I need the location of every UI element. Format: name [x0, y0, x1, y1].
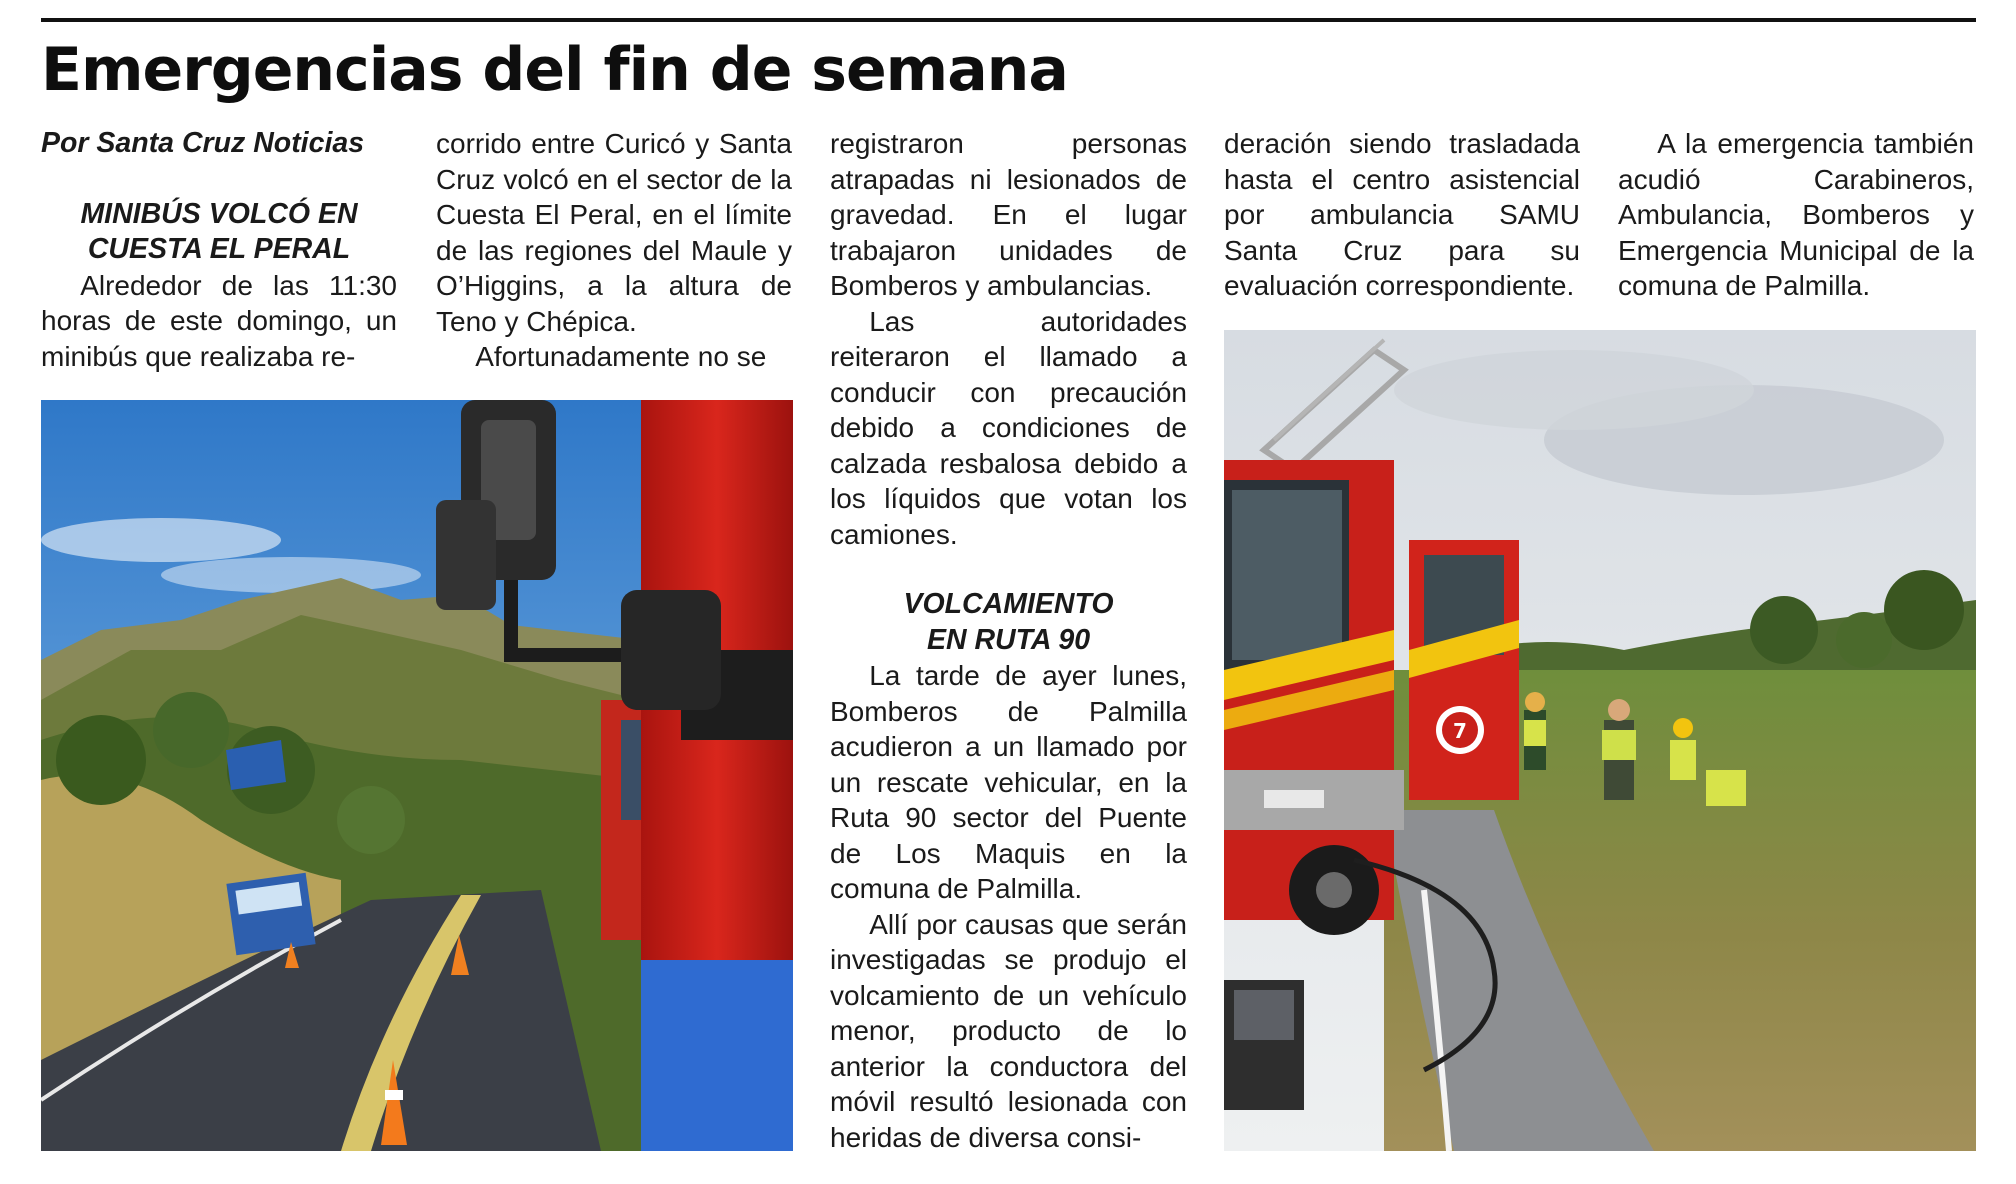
photo-overturned-minibus-icon [41, 400, 793, 1151]
fire-truck-badge: 7 [1453, 719, 1467, 743]
section1-paragraph-1: Alrededor de las 11:30 horas de este domingo, un minibús que realizaba re- [41, 269, 397, 372]
column-2 [436, 126, 792, 375]
headline: Emergencias del fin de semana [41, 35, 1068, 105]
section1-paragraph-2: Afortunadamente no se [475, 341, 767, 372]
photo-fire-truck-rescue-icon [1224, 330, 1976, 1151]
section2-paragraph-2-cont: deración siendo trasladada hasta el centro asistencial por ambulancia SAMU Santa Cruz para su evaluación correspondiente. [1224, 128, 1580, 301]
section1-subhead-line2: CUESTA EL PERAL [87, 233, 351, 265]
column-5 [1618, 126, 1974, 304]
section2-paragraph-1: La tarde de ayer lunes, Bomberos de Palmilla acudieron a un llamado por un rescate vehicular, en la Ruta 90 sector del Puente de Los Maquis en la comuna de Palmilla. [830, 660, 1187, 904]
section1-paragraph-1-cont: corrido entre Curicó y Santa Cruz volcó en el sector de la Cuesta El Peral, en el límite de las regiones del Maule y O’Higgins, a la altura de Teno y Chépica. [436, 128, 792, 337]
top-rule [41, 18, 1976, 22]
right-photo [1224, 330, 1976, 1151]
section1-subhead [41, 197, 397, 268]
column-3 [830, 126, 1187, 1155]
section2-subhead-line1: VOLCAMIENTO [903, 588, 1114, 620]
section2-paragraph-3: A la emergencia también acudió Carabineros, Ambulancia, Bomberos y Emergencia Municipal de la comuna de Palmilla. [1618, 128, 1974, 301]
section2-paragraph-2: Allí por causas que serán investigadas se produjo el volcamiento de un vehículo menor, producto de lo anterior la conductora del móvil resultó lesionada con heridas de diversa consi- [830, 908, 1187, 1153]
section2-subhead [830, 587, 1187, 658]
left-photo [41, 400, 793, 1151]
section1-subhead-line1: MINIBÚS VOLCÓ EN [80, 197, 358, 230]
section1-paragraph-3: Las autoridades reiteraron el llamado a conducir con precaución debido a condiciones de calzada resbalosa debido a los líquidos que votan los camiones. [830, 305, 1187, 550]
column-1 [41, 126, 397, 374]
byline: Por Santa Cruz Noticias [41, 127, 365, 159]
section2-subhead-line2: EN RUTA 90 [926, 623, 1091, 656]
column-4 [1224, 126, 1580, 304]
section1-paragraph-2-cont: registraron personas atrapadas ni lesionados de gravedad. En el lugar trabajaron unidades de Bomberos y ambulancias. [830, 128, 1187, 301]
